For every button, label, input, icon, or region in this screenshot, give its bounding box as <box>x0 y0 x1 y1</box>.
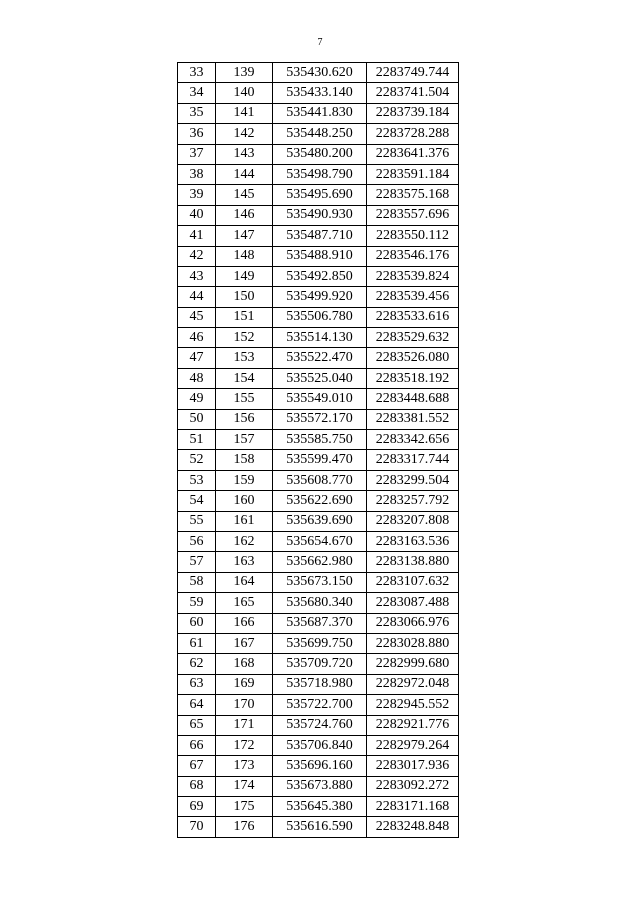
table-row <box>178 593 459 613</box>
x-coordinate-cell: 535673.150 <box>273 572 367 592</box>
point-number-cell: 155 <box>216 389 273 409</box>
table-row <box>178 776 459 796</box>
table-row <box>178 511 459 531</box>
point-number-cell: 142 <box>216 124 273 144</box>
row-index-cell: 36 <box>178 124 216 144</box>
row-index-cell: 56 <box>178 531 216 551</box>
x-coordinate-cell: 535724.760 <box>273 715 367 735</box>
table-row <box>178 246 459 266</box>
point-number-cell: 147 <box>216 226 273 246</box>
point-number-cell: 162 <box>216 531 273 551</box>
y-coordinate-cell: 2283448.688 <box>367 389 459 409</box>
y-coordinate-cell: 2282999.680 <box>367 654 459 674</box>
point-number-cell: 163 <box>216 552 273 572</box>
point-number-cell: 164 <box>216 572 273 592</box>
y-coordinate-cell: 2283518.192 <box>367 368 459 388</box>
row-index-cell: 67 <box>178 756 216 776</box>
point-number-cell: 140 <box>216 83 273 103</box>
x-coordinate-cell: 535433.140 <box>273 83 367 103</box>
table-row <box>178 450 459 470</box>
y-coordinate-cell: 2283575.168 <box>367 185 459 205</box>
point-number-cell: 139 <box>216 63 273 83</box>
x-coordinate-cell: 535495.690 <box>273 185 367 205</box>
x-coordinate-cell: 535718.980 <box>273 674 367 694</box>
y-coordinate-cell: 2283257.792 <box>367 491 459 511</box>
x-coordinate-cell: 535599.470 <box>273 450 367 470</box>
point-number-cell: 172 <box>216 735 273 755</box>
row-index-cell: 49 <box>178 389 216 409</box>
point-number-cell: 153 <box>216 348 273 368</box>
row-index-cell: 47 <box>178 348 216 368</box>
x-coordinate-cell: 535498.790 <box>273 164 367 184</box>
x-coordinate-cell: 535662.980 <box>273 552 367 572</box>
point-number-cell: 171 <box>216 715 273 735</box>
x-coordinate-cell: 535639.690 <box>273 511 367 531</box>
point-number-cell: 158 <box>216 450 273 470</box>
table-row <box>178 715 459 735</box>
row-index-cell: 35 <box>178 103 216 123</box>
point-number-cell: 170 <box>216 695 273 715</box>
coordinates-table <box>177 62 459 838</box>
y-coordinate-cell: 2283066.976 <box>367 613 459 633</box>
y-coordinate-cell: 2283533.616 <box>367 307 459 327</box>
point-number-cell: 152 <box>216 328 273 348</box>
y-coordinate-cell: 2283163.536 <box>367 531 459 551</box>
point-number-cell: 151 <box>216 307 273 327</box>
point-number-cell: 166 <box>216 613 273 633</box>
y-coordinate-cell: 2283299.504 <box>367 470 459 490</box>
table-row <box>178 654 459 674</box>
table-row <box>178 735 459 755</box>
point-number-cell: 168 <box>216 654 273 674</box>
y-coordinate-cell: 2283017.936 <box>367 756 459 776</box>
row-index-cell: 45 <box>178 307 216 327</box>
y-coordinate-cell: 2283591.184 <box>367 164 459 184</box>
row-index-cell: 66 <box>178 735 216 755</box>
point-number-cell: 143 <box>216 144 273 164</box>
row-index-cell: 48 <box>178 368 216 388</box>
table-row <box>178 205 459 225</box>
row-index-cell: 40 <box>178 205 216 225</box>
x-coordinate-cell: 535645.380 <box>273 797 367 817</box>
y-coordinate-cell: 2283557.696 <box>367 205 459 225</box>
page-number: 7 <box>317 37 323 48</box>
point-number-cell: 144 <box>216 164 273 184</box>
coordinates-table-body <box>178 63 459 838</box>
x-coordinate-cell: 535585.750 <box>273 430 367 450</box>
x-coordinate-cell: 535448.250 <box>273 124 367 144</box>
x-coordinate-cell: 535616.590 <box>273 817 367 837</box>
row-index-cell: 62 <box>178 654 216 674</box>
table-row <box>178 430 459 450</box>
table-row <box>178 164 459 184</box>
y-coordinate-cell: 2283317.744 <box>367 450 459 470</box>
table-row <box>178 613 459 633</box>
point-number-cell: 150 <box>216 287 273 307</box>
row-index-cell: 54 <box>178 491 216 511</box>
row-index-cell: 41 <box>178 226 216 246</box>
x-coordinate-cell: 535441.830 <box>273 103 367 123</box>
y-coordinate-cell: 2283028.880 <box>367 633 459 653</box>
y-coordinate-cell: 2283381.552 <box>367 409 459 429</box>
x-coordinate-cell: 535722.700 <box>273 695 367 715</box>
row-index-cell: 60 <box>178 613 216 633</box>
y-coordinate-cell: 2282972.048 <box>367 674 459 694</box>
x-coordinate-cell: 535506.780 <box>273 307 367 327</box>
y-coordinate-cell: 2283138.880 <box>367 552 459 572</box>
table-row <box>178 185 459 205</box>
x-coordinate-cell: 535706.840 <box>273 735 367 755</box>
row-index-cell: 52 <box>178 450 216 470</box>
y-coordinate-cell: 2283550.112 <box>367 226 459 246</box>
row-index-cell: 37 <box>178 144 216 164</box>
point-number-cell: 175 <box>216 797 273 817</box>
row-index-cell: 63 <box>178 674 216 694</box>
y-coordinate-cell: 2283092.272 <box>367 776 459 796</box>
x-coordinate-cell: 535492.850 <box>273 266 367 286</box>
row-index-cell: 34 <box>178 83 216 103</box>
row-index-cell: 57 <box>178 552 216 572</box>
x-coordinate-cell: 535499.920 <box>273 287 367 307</box>
y-coordinate-cell: 2283248.848 <box>367 817 459 837</box>
table-row <box>178 552 459 572</box>
row-index-cell: 65 <box>178 715 216 735</box>
table-row <box>178 695 459 715</box>
x-coordinate-cell: 535608.770 <box>273 470 367 490</box>
x-coordinate-cell: 535699.750 <box>273 633 367 653</box>
table-row <box>178 144 459 164</box>
table-row <box>178 470 459 490</box>
y-coordinate-cell: 2283741.504 <box>367 83 459 103</box>
x-coordinate-cell: 535549.010 <box>273 389 367 409</box>
row-index-cell: 38 <box>178 164 216 184</box>
x-coordinate-cell: 535525.040 <box>273 368 367 388</box>
row-index-cell: 55 <box>178 511 216 531</box>
y-coordinate-cell: 2283529.632 <box>367 328 459 348</box>
table-row <box>178 389 459 409</box>
point-number-cell: 145 <box>216 185 273 205</box>
row-index-cell: 43 <box>178 266 216 286</box>
x-coordinate-cell: 535480.200 <box>273 144 367 164</box>
y-coordinate-cell: 2283641.376 <box>367 144 459 164</box>
table-row <box>178 348 459 368</box>
point-number-cell: 167 <box>216 633 273 653</box>
y-coordinate-cell: 2283739.184 <box>367 103 459 123</box>
point-number-cell: 165 <box>216 593 273 613</box>
table-row <box>178 572 459 592</box>
point-number-cell: 157 <box>216 430 273 450</box>
x-coordinate-cell: 535522.470 <box>273 348 367 368</box>
y-coordinate-cell: 2283539.456 <box>367 287 459 307</box>
point-number-cell: 156 <box>216 409 273 429</box>
x-coordinate-cell: 535687.370 <box>273 613 367 633</box>
y-coordinate-cell: 2282921.776 <box>367 715 459 735</box>
table-row <box>178 63 459 83</box>
point-number-cell: 169 <box>216 674 273 694</box>
point-number-cell: 176 <box>216 817 273 837</box>
point-number-cell: 146 <box>216 205 273 225</box>
table-row <box>178 633 459 653</box>
point-number-cell: 173 <box>216 756 273 776</box>
point-number-cell: 161 <box>216 511 273 531</box>
x-coordinate-cell: 535488.910 <box>273 246 367 266</box>
y-coordinate-cell: 2283207.808 <box>367 511 459 531</box>
row-index-cell: 44 <box>178 287 216 307</box>
table-row <box>178 266 459 286</box>
y-coordinate-cell: 2283107.632 <box>367 572 459 592</box>
point-number-cell: 160 <box>216 491 273 511</box>
y-coordinate-cell: 2283539.824 <box>367 266 459 286</box>
x-coordinate-cell: 535696.160 <box>273 756 367 776</box>
row-index-cell: 39 <box>178 185 216 205</box>
x-coordinate-cell: 535654.670 <box>273 531 367 551</box>
x-coordinate-cell: 535709.720 <box>273 654 367 674</box>
table-row <box>178 103 459 123</box>
table-row <box>178 124 459 144</box>
row-index-cell: 70 <box>178 817 216 837</box>
y-coordinate-cell: 2282979.264 <box>367 735 459 755</box>
table-row <box>178 756 459 776</box>
y-coordinate-cell: 2283087.488 <box>367 593 459 613</box>
table-row <box>178 409 459 429</box>
point-number-cell: 149 <box>216 266 273 286</box>
row-index-cell: 68 <box>178 776 216 796</box>
row-index-cell: 69 <box>178 797 216 817</box>
point-number-cell: 154 <box>216 368 273 388</box>
y-coordinate-cell: 2283749.744 <box>367 63 459 83</box>
table-row <box>178 83 459 103</box>
x-coordinate-cell: 535572.170 <box>273 409 367 429</box>
table-row <box>178 797 459 817</box>
x-coordinate-cell: 535487.710 <box>273 226 367 246</box>
point-number-cell: 159 <box>216 470 273 490</box>
row-index-cell: 53 <box>178 470 216 490</box>
row-index-cell: 51 <box>178 430 216 450</box>
point-number-cell: 141 <box>216 103 273 123</box>
table-row <box>178 226 459 246</box>
y-coordinate-cell: 2283546.176 <box>367 246 459 266</box>
table-row <box>178 531 459 551</box>
row-index-cell: 33 <box>178 63 216 83</box>
table-row <box>178 287 459 307</box>
row-index-cell: 59 <box>178 593 216 613</box>
row-index-cell: 61 <box>178 633 216 653</box>
point-number-cell: 148 <box>216 246 273 266</box>
y-coordinate-cell: 2283728.288 <box>367 124 459 144</box>
y-coordinate-cell: 2283171.168 <box>367 797 459 817</box>
x-coordinate-cell: 535680.340 <box>273 593 367 613</box>
row-index-cell: 42 <box>178 246 216 266</box>
point-number-cell: 174 <box>216 776 273 796</box>
x-coordinate-cell: 535490.930 <box>273 205 367 225</box>
y-coordinate-cell: 2282945.552 <box>367 695 459 715</box>
table-row <box>178 368 459 388</box>
y-coordinate-cell: 2283526.080 <box>367 348 459 368</box>
x-coordinate-cell: 535430.620 <box>273 63 367 83</box>
y-coordinate-cell: 2283342.656 <box>367 430 459 450</box>
table-row <box>178 307 459 327</box>
table-row <box>178 491 459 511</box>
row-index-cell: 50 <box>178 409 216 429</box>
table-row <box>178 817 459 837</box>
table-row <box>178 328 459 348</box>
x-coordinate-cell: 535673.880 <box>273 776 367 796</box>
x-coordinate-cell: 535514.130 <box>273 328 367 348</box>
table-row <box>178 674 459 694</box>
row-index-cell: 58 <box>178 572 216 592</box>
x-coordinate-cell: 535622.690 <box>273 491 367 511</box>
row-index-cell: 46 <box>178 328 216 348</box>
row-index-cell: 64 <box>178 695 216 715</box>
